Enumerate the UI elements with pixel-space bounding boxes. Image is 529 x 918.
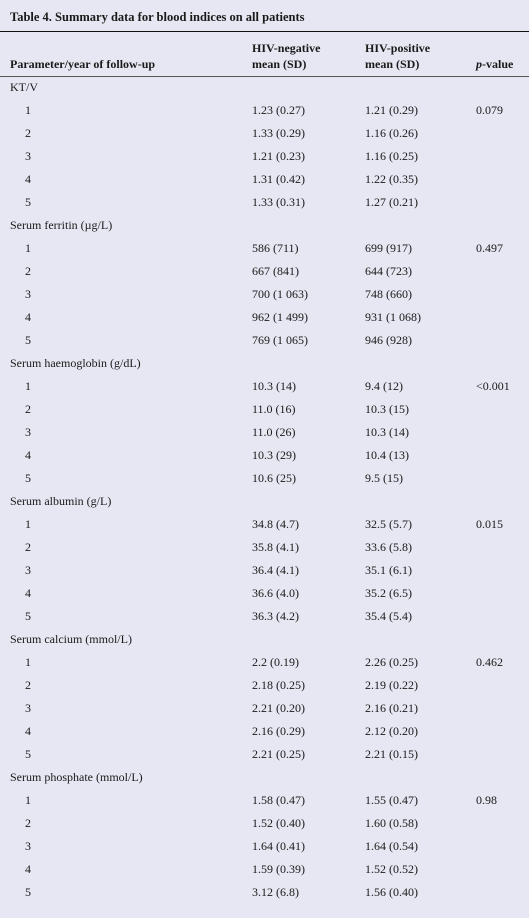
hiv-positive-cell: 33.6 (5.8) xyxy=(365,540,412,554)
table-row xyxy=(0,146,529,169)
hiv-negative-cell: 2.2 (0.19) xyxy=(252,655,299,669)
hiv-positive-cell: 10.3 (14) xyxy=(365,425,409,439)
year-cell: 2 xyxy=(25,540,31,554)
hiv-negative-cell: 34.8 (4.7) xyxy=(252,517,299,531)
hiv-negative-cell: 2.21 (0.25) xyxy=(252,747,305,761)
table-row xyxy=(0,468,529,491)
caption-rule xyxy=(0,31,529,32)
table-row xyxy=(0,399,529,422)
table-row xyxy=(0,537,529,560)
table-row xyxy=(0,606,529,629)
table-row xyxy=(0,813,529,836)
hiv-negative-cell: 11.0 (16) xyxy=(252,402,296,416)
hiv-positive-cell: 931 (1 068) xyxy=(365,310,421,324)
year-cell: 2 xyxy=(25,816,31,830)
year-cell: 4 xyxy=(25,172,31,186)
header-p-rest: -value xyxy=(482,57,514,71)
table-row xyxy=(0,698,529,721)
year-cell: 1 xyxy=(25,103,31,117)
hiv-negative-cell: 1.21 (0.23) xyxy=(252,149,305,163)
hiv-positive-cell: 2.16 (0.21) xyxy=(365,701,418,715)
p-value-cell: 0.015 xyxy=(476,517,503,531)
hiv-negative-cell: 10.6 (25) xyxy=(252,471,296,485)
hiv-negative-cell: 36.4 (4.1) xyxy=(252,563,299,577)
hiv-positive-cell: 32.5 (5.7) xyxy=(365,517,412,531)
hiv-positive-cell: 10.3 (15) xyxy=(365,402,409,416)
table-row xyxy=(0,560,529,583)
parameter-name: Serum calcium (mmol/L) xyxy=(10,632,132,646)
hiv-positive-cell: 748 (660) xyxy=(365,287,412,301)
hiv-negative-cell: 11.0 (26) xyxy=(252,425,296,439)
table-row xyxy=(0,307,529,330)
hiv-negative-cell: 1.31 (0.42) xyxy=(252,172,305,186)
year-cell: 4 xyxy=(25,586,31,600)
hiv-positive-cell: 699 (917) xyxy=(365,241,412,255)
table-row xyxy=(0,652,529,675)
year-cell: 4 xyxy=(25,310,31,324)
header-p-italic: p xyxy=(476,57,482,71)
table-row xyxy=(0,744,529,767)
year-cell: 5 xyxy=(25,471,31,485)
parameter-name: Serum albumin (g/L) xyxy=(10,494,112,508)
hiv-negative-cell: 1.59 (0.39) xyxy=(252,862,305,876)
header-hiv-positive xyxy=(365,40,430,72)
hiv-positive-cell: 1.60 (0.58) xyxy=(365,816,418,830)
table-row xyxy=(0,422,529,445)
hiv-positive-cell: 35.1 (6.1) xyxy=(365,563,412,577)
parameter-name: KT/V xyxy=(10,80,38,94)
year-cell: 3 xyxy=(25,149,31,163)
hiv-negative-cell: 36.3 (4.2) xyxy=(252,609,299,623)
table-row xyxy=(0,514,529,537)
table-row xyxy=(0,859,529,882)
year-cell: 1 xyxy=(25,517,31,531)
year-cell: 3 xyxy=(25,701,31,715)
hiv-negative-cell: 667 (841) xyxy=(252,264,299,278)
table-row xyxy=(0,790,529,813)
year-cell: 1 xyxy=(25,241,31,255)
hiv-positive-cell: 1.21 (0.29) xyxy=(365,103,418,117)
hiv-positive-cell: 9.5 (15) xyxy=(365,471,403,485)
hiv-positive-cell: 1.52 (0.52) xyxy=(365,862,418,876)
header-hiv-negative-line1: HIV-negative xyxy=(252,41,321,55)
hiv-negative-cell: 36.6 (4.0) xyxy=(252,586,299,600)
hiv-negative-cell: 586 (711) xyxy=(252,241,299,255)
hiv-positive-cell: 1.22 (0.35) xyxy=(365,172,418,186)
year-cell: 3 xyxy=(25,839,31,853)
hiv-positive-cell: 644 (723) xyxy=(365,264,412,278)
p-value-cell: <0.001 xyxy=(476,379,510,393)
hiv-negative-cell: 700 (1 063) xyxy=(252,287,308,301)
table-row xyxy=(0,675,529,698)
hiv-negative-cell: 962 (1 499) xyxy=(252,310,308,324)
hiv-positive-cell: 35.4 (5.4) xyxy=(365,609,412,623)
table-row xyxy=(0,238,529,261)
hiv-positive-cell: 1.55 (0.47) xyxy=(365,793,418,807)
header-hiv-negative xyxy=(252,40,320,72)
year-cell: 5 xyxy=(25,747,31,761)
table-row xyxy=(0,721,529,744)
hiv-negative-cell: 2.16 (0.29) xyxy=(252,724,305,738)
year-cell: 2 xyxy=(25,678,31,692)
hiv-positive-cell: 1.16 (0.26) xyxy=(365,126,418,140)
year-cell: 5 xyxy=(25,885,31,899)
table-row xyxy=(0,445,529,468)
table-row xyxy=(0,261,529,284)
table-row xyxy=(0,836,529,859)
hiv-positive-cell: 9.4 (12) xyxy=(365,379,403,393)
year-cell: 1 xyxy=(25,655,31,669)
hiv-negative-cell: 35.8 (4.1) xyxy=(252,540,299,554)
hiv-negative-cell: 10.3 (29) xyxy=(252,448,296,462)
group-row xyxy=(0,767,529,790)
table-row xyxy=(0,284,529,307)
hiv-positive-cell: 1.16 (0.25) xyxy=(365,149,418,163)
hiv-negative-cell: 2.18 (0.25) xyxy=(252,678,305,692)
table-row xyxy=(0,192,529,215)
year-cell: 5 xyxy=(25,195,31,209)
header-parameter: Parameter/year of follow-up xyxy=(10,57,156,71)
year-cell: 5 xyxy=(25,333,31,347)
hiv-positive-cell: 946 (928) xyxy=(365,333,412,347)
hiv-negative-cell: 1.64 (0.41) xyxy=(252,839,305,853)
year-cell: 5 xyxy=(25,609,31,623)
hiv-positive-cell: 2.19 (0.22) xyxy=(365,678,418,692)
year-cell: 4 xyxy=(25,862,31,876)
hiv-negative-cell: 1.33 (0.29) xyxy=(252,126,305,140)
group-row xyxy=(0,491,529,514)
group-row xyxy=(0,353,529,376)
hiv-negative-cell: 1.23 (0.27) xyxy=(252,103,305,117)
hiv-positive-cell: 10.4 (13) xyxy=(365,448,409,462)
hiv-negative-cell: 2.21 (0.20) xyxy=(252,701,305,715)
hiv-positive-cell: 2.21 (0.15) xyxy=(365,747,418,761)
hiv-negative-cell: 1.33 (0.31) xyxy=(252,195,305,209)
hiv-positive-cell: 1.56 (0.40) xyxy=(365,885,418,899)
table-row xyxy=(0,376,529,399)
year-cell: 3 xyxy=(25,425,31,439)
group-row xyxy=(0,77,529,100)
hiv-negative-cell: 1.52 (0.40) xyxy=(252,816,305,830)
hiv-negative-cell: 3.12 (6.8) xyxy=(252,885,299,899)
year-cell: 2 xyxy=(25,126,31,140)
p-value-cell: 0.497 xyxy=(476,241,503,255)
p-value-cell: 0.462 xyxy=(476,655,503,669)
year-cell: 4 xyxy=(25,724,31,738)
group-row xyxy=(0,629,529,652)
year-cell: 2 xyxy=(25,402,31,416)
hiv-positive-cell: 2.26 (0.25) xyxy=(365,655,418,669)
hiv-negative-cell: 1.58 (0.47) xyxy=(252,793,305,807)
year-cell: 3 xyxy=(25,563,31,577)
hiv-negative-cell: 769 (1 065) xyxy=(252,333,308,347)
table-row xyxy=(0,583,529,606)
header-hiv-positive-line2: mean (SD) xyxy=(365,57,420,71)
p-value-cell: 0.98 xyxy=(476,793,497,807)
year-cell: 4 xyxy=(25,448,31,462)
group-row xyxy=(0,215,529,238)
year-cell: 1 xyxy=(25,379,31,393)
header-p-value xyxy=(476,56,513,72)
year-cell: 2 xyxy=(25,264,31,278)
hiv-positive-cell: 1.64 (0.54) xyxy=(365,839,418,853)
header-hiv-positive-line1: HIV-positive xyxy=(365,41,431,55)
parameter-name: Serum ferritin (µg/L) xyxy=(10,218,113,232)
hiv-positive-cell: 1.27 (0.21) xyxy=(365,195,418,209)
year-cell: 3 xyxy=(25,287,31,301)
table-row xyxy=(0,169,529,192)
parameter-name: Serum haemoglobin (g/dL) xyxy=(10,356,141,370)
table-row xyxy=(0,330,529,353)
table-row xyxy=(0,882,529,905)
p-value-cell: 0.079 xyxy=(476,103,503,117)
hiv-negative-cell: 10.3 (14) xyxy=(252,379,296,393)
parameter-name: Serum phosphate (mmol/L) xyxy=(10,770,143,784)
hiv-positive-cell: 2.12 (0.20) xyxy=(365,724,418,738)
header-hiv-negative-line2: mean (SD) xyxy=(252,57,307,71)
table-row xyxy=(0,123,529,146)
hiv-positive-cell: 35.2 (6.5) xyxy=(365,586,412,600)
table-row xyxy=(0,100,529,123)
table-caption: Table 4. Summary data for blood indices on all patients xyxy=(10,10,305,24)
year-cell: 1 xyxy=(25,793,31,807)
